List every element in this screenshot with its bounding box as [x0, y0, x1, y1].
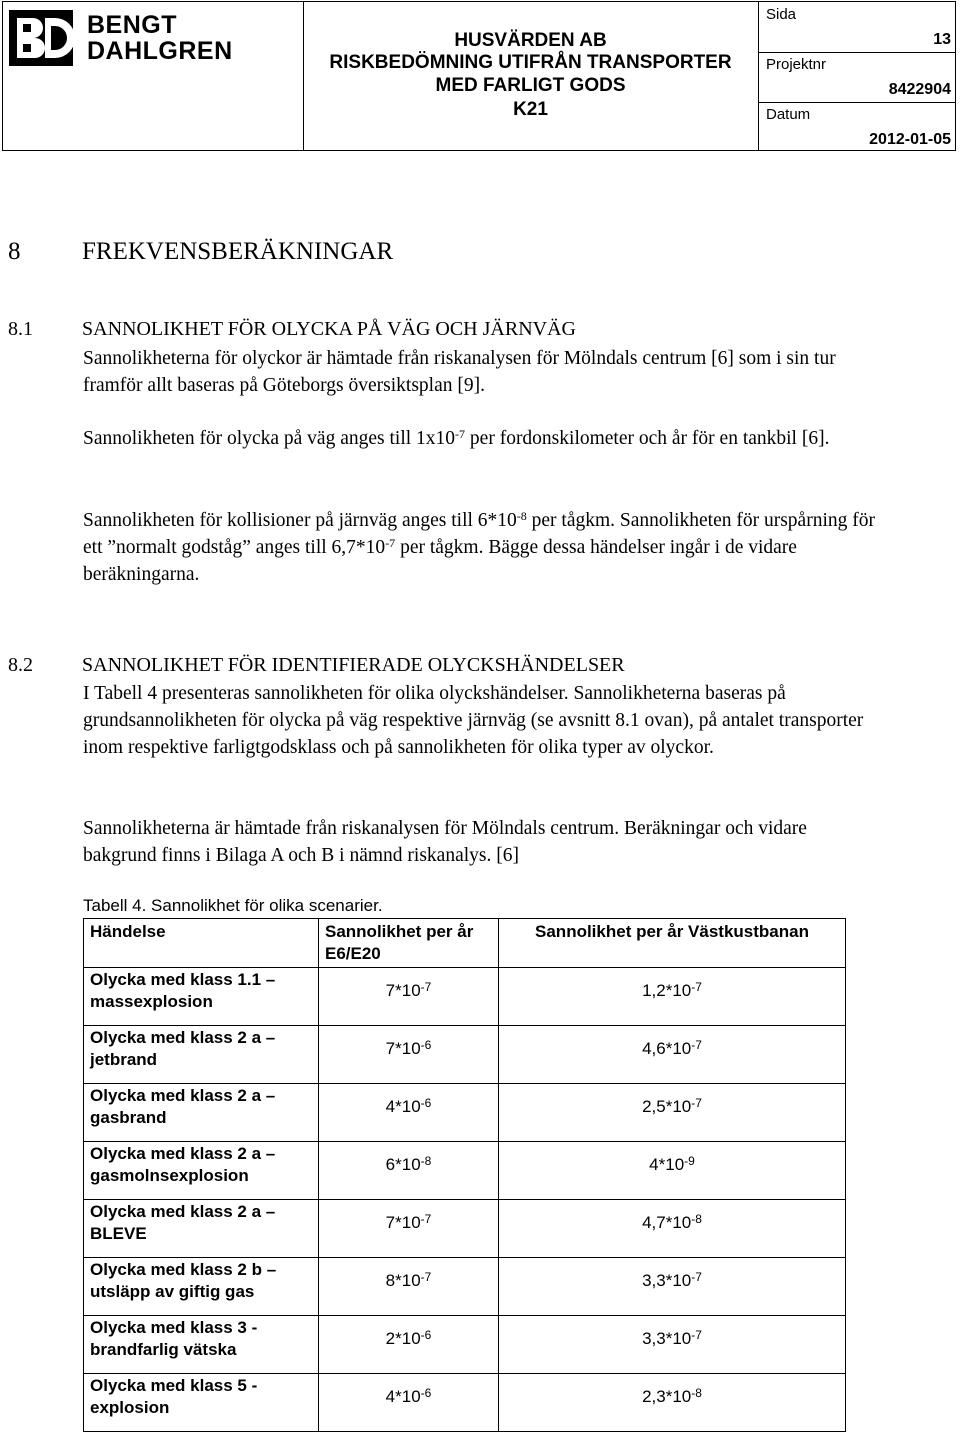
value-base: 4*10 — [649, 1155, 685, 1174]
value-base: 7*10 — [385, 981, 421, 1000]
table-row — [84, 1200, 846, 1258]
value-base: 1,2*10 — [642, 981, 692, 1000]
header-title-line4: K21 — [513, 99, 548, 120]
value-base: 2,3*10 — [642, 1387, 692, 1406]
table-row — [84, 1142, 846, 1200]
probability-table — [83, 918, 846, 1432]
value-base: 2*10 — [385, 1329, 421, 1348]
e6-value-cell — [319, 1084, 499, 1142]
event-cell: Olycka med klass 2 a – BLEVE — [84, 1200, 319, 1258]
projektnr-label: Projektnr — [766, 56, 827, 73]
meta-projektnr — [758, 52, 955, 103]
event-cell: Olycka med klass 5 - explosion — [84, 1374, 319, 1432]
sida-value: 13 — [933, 31, 951, 48]
bd-logo-mark-icon — [9, 10, 73, 66]
section-8-2-paragraph-1: I Tabell 4 presenteras sannolikheten för olika olyckshändelser. Sannolikheterna baseras på grundsannolikheten för olycka på väg respektive järnväg (se avsnitt 8.1 ovan), på antalet transporter inom respektive farligtgodsklass och på sannolikheten för olika typer av olyckor. — [83, 683, 864, 758]
header-e6: Sannolikhet per år E6/E20 — [319, 919, 499, 968]
value-exponent: -8 — [691, 1386, 702, 1400]
value-exponent: -7 — [691, 1328, 702, 1342]
vkb-value-cell — [499, 1026, 846, 1084]
section-8-1-paragraph-3 — [83, 507, 883, 588]
logo-cell — [3, 2, 304, 150]
header-title-line2: RISKBEDÖMNING UTIFRÅN TRANSPORTER — [329, 52, 732, 73]
value-exponent: -6 — [420, 1038, 432, 1052]
value-base: 7*10 — [385, 1213, 421, 1232]
value-exponent: -7 — [691, 1096, 702, 1110]
e6-value-cell — [319, 1258, 499, 1316]
e6-value-cell — [319, 1026, 499, 1084]
value-exponent: -8 — [691, 1212, 702, 1226]
event-cell: Olycka med klass 2 a – gasbrand — [84, 1084, 319, 1142]
event-cell: Olycka med klass 3 - brandfarlig vätska — [84, 1316, 319, 1374]
header-vastkustbanan: Sannolikhet per år Västkustbanan — [499, 919, 846, 968]
section-8-heading — [8, 238, 393, 266]
section-title: SANNOLIKHET FÖR IDENTIFIERADE OLYCKSHÄNDELSER — [82, 654, 625, 676]
section-8-1-heading — [8, 318, 576, 341]
value-base: 8*10 — [385, 1271, 421, 1290]
title-cell — [303, 2, 759, 150]
value-base: 3,3*10 — [642, 1271, 692, 1290]
e6-value-cell — [319, 1200, 499, 1258]
value-base: 4,6*10 — [642, 1039, 692, 1058]
table-row — [84, 1316, 846, 1374]
section-number: 8 — [8, 238, 21, 265]
event-cell: Olycka med klass 2 b – utsläpp av giftig gas — [84, 1258, 319, 1316]
vkb-value-cell — [499, 1084, 846, 1142]
event-cell: Olycka med klass 2 a – jetbrand — [84, 1026, 319, 1084]
value-base: 4,7*10 — [642, 1213, 692, 1232]
logo-text-line1: BENGT — [87, 11, 177, 39]
text-run: per tågkm. Sannolikheten för urspårning för ett ”normalt godståg” anges till 6,7*10 — [83, 510, 875, 558]
section-number: 8.2 — [8, 654, 33, 676]
company-logo — [9, 10, 239, 66]
value-exponent: -9 — [684, 1154, 695, 1168]
value-exponent: -7 — [691, 980, 702, 994]
vkb-value-cell — [499, 1374, 846, 1432]
section-number: 8.1 — [8, 318, 33, 340]
text-run: Sannolikheten för kollisioner på järnväg anges till 6*10 — [83, 510, 517, 531]
e6-value-cell — [319, 1142, 499, 1200]
section-8-2-heading — [8, 654, 625, 677]
table-row — [84, 968, 846, 1026]
table-row — [84, 1258, 846, 1316]
vkb-value-cell — [499, 968, 846, 1026]
e6-value-cell — [319, 968, 499, 1026]
section-8-2-paragraph-2: Sannolikheterna är hämtade från riskanalysen för Mölndals centrum. Beräkningar och vidare bakgrund finns i Bilaga A och B i nämnd riskanalys. [6] — [83, 818, 807, 866]
value-exponent: -6 — [420, 1328, 432, 1342]
event-cell: Olycka med klass 1.1 – massexplosion — [84, 968, 319, 1026]
vkb-value-cell — [499, 1200, 846, 1258]
value-exponent: -7 — [420, 1212, 432, 1226]
value-base: 6*10 — [385, 1155, 421, 1174]
meta-sida — [758, 2, 955, 53]
header-event: Händelse — [84, 919, 319, 968]
value-exponent: -7 — [691, 1038, 702, 1052]
meta-datum — [758, 102, 955, 152]
value-exponent: -6 — [420, 1386, 432, 1400]
exponent: -7 — [385, 536, 396, 550]
section-8-1-paragraph-1: Sannolikheterna för olyckor är hämtade från riskanalysen för Mölndals centrum [6] som i sin tur framför allt baseras på Göteborgs översiktsplan [9]. — [83, 348, 836, 396]
datum-value: 2012-01-05 — [869, 131, 951, 148]
value-exponent: -6 — [420, 1096, 432, 1110]
section-title: FREKVENSBERÄKNINGAR — [82, 238, 394, 265]
value-base: 2,5*10 — [642, 1097, 692, 1116]
value-exponent: -7 — [691, 1270, 702, 1284]
header-title-line1: HUSVÄRDEN AB — [454, 30, 607, 51]
table-header-row — [84, 919, 846, 968]
table-caption: Tabell 4. Sannolikhet för olika scenarier. — [83, 896, 383, 915]
table-row — [84, 1026, 846, 1084]
text-run: Sannolikheten för olycka på väg anges till 1x10 — [83, 428, 456, 449]
logo-text-line2: DAHLGREN — [87, 37, 233, 65]
header-title-line3: MED FARLIGT GODS — [435, 75, 626, 96]
event-cell: Olycka med klass 2 a – gasmolnsexplosion — [84, 1142, 319, 1200]
table-row — [84, 1374, 846, 1432]
exponent: -8 — [516, 509, 527, 523]
table-row — [84, 1084, 846, 1142]
value-exponent: -7 — [420, 1270, 432, 1284]
value-exponent: -7 — [420, 980, 432, 994]
document-header — [2, 1, 956, 151]
value-base: 3,3*10 — [642, 1329, 692, 1348]
vkb-value-cell — [499, 1316, 846, 1374]
value-base: 4*10 — [385, 1387, 421, 1406]
e6-value-cell — [319, 1316, 499, 1374]
sida-label: Sida — [766, 6, 797, 23]
projektnr-value: 8422904 — [888, 81, 951, 98]
vkb-value-cell — [499, 1142, 846, 1200]
section-8-1-paragraph-2 — [83, 425, 883, 452]
exponent: -7 — [455, 427, 466, 441]
datum-label: Datum — [766, 106, 811, 123]
meta-cell — [758, 2, 955, 150]
value-base: 4*10 — [385, 1097, 421, 1116]
section-title: SANNOLIKHET FÖR OLYCKA PÅ VÄG OCH JÄRNVÄG — [82, 318, 576, 340]
vkb-value-cell — [499, 1258, 846, 1316]
text-run: per fordonskilometer och år för en tankbil [6]. — [465, 428, 830, 449]
value-exponent: -8 — [420, 1154, 432, 1168]
value-base: 7*10 — [385, 1039, 421, 1058]
e6-value-cell — [319, 1374, 499, 1432]
text-run: per tågkm. Bägge dessa händelser ingår i de vidare beräkningarna. — [83, 537, 797, 585]
